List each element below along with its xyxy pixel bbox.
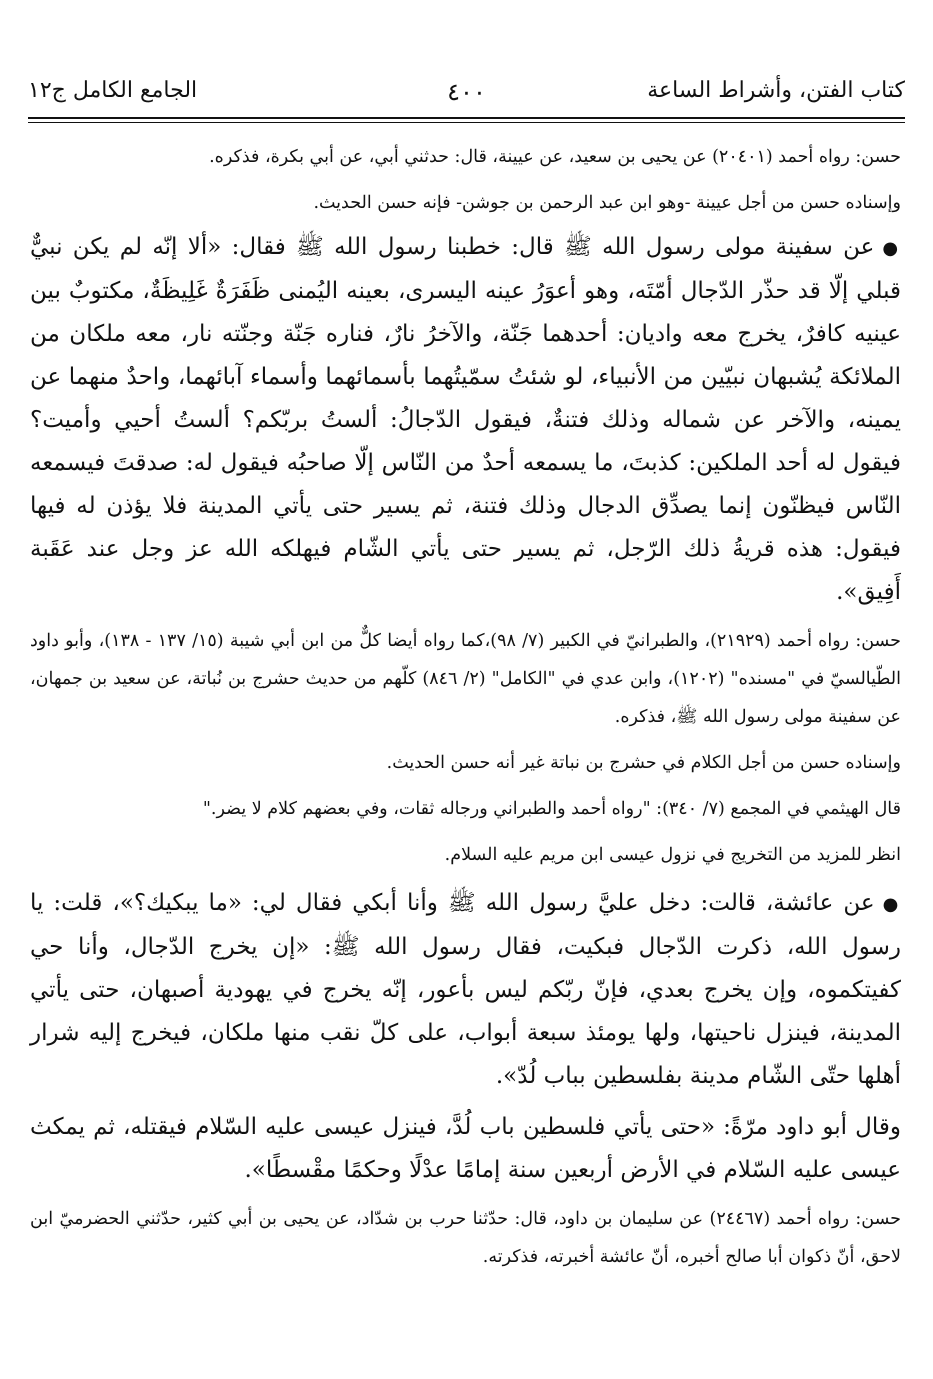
footnote-2: وإسناده حسن من أجل عيينة -وهو ابن عبد الرحمن بن جوشن- فإنه حسن الحديث. bbox=[313, 193, 901, 213]
header-rule-thick bbox=[28, 117, 905, 119]
footnote-4: وإسناده حسن من أجل الكلام في حشرج بن نباتة غير أنه حسن الحديث. bbox=[386, 753, 901, 773]
hadith-1: ●عن سفينة مولى رسول الله ﷺ قال: خطبنا رسول الله ﷺ فقال: «ألا إنّه لم يكن نبيٌّ قبلي إلّا قد حذّر الدّجال أمّتَه، وهو أعوَرُ عينه اليسرى، بعينه اليُمنى ظَفَرَةٌ غَلِيظَةٌ، مكتوبٌ بين عينيه كافرٌ، يخرج معه واديان: أحدهما جَنّة، والآخرُ نارٌ، فناره جَنّة وجنّته نار، معه ملكان من الملائكة يُشبهان نبيّين من الأنبياء، لو شئتُ سمّيتُهما بأسمائهما وأسماء آبائهما، واحدٌ منهما عن يمينه، والآخر عن شماله وذلك فتنةٌ، فيقول الدّجالُ: ألستُ بربّكم؟ ألستُ أحيي وأميت؟ فيقول له أحد الملكين: كذبتَ، ما يسمعه أحدٌ من النّاس إلّا صاحبُه فيقول له: صدقتَ فيسمعه النّاس فيظنّون إنما يصدِّق الدجال وذلك فتنة، ثم يسير حتى يأتي المدينة فلا يؤذن له فيها فيقول: هذه قريةُ ذلك الرّجل، ثم يسير حتى يأتي الشّام فيهلكه الله عز وجل عند عَقَبة أَفِيق». bbox=[30, 234, 902, 605]
footnote-3: حسن: رواه أحمد (٢١٩٢٩)، والطبرانيّ في الكبير (٧/ ٩٨)،كما رواه أيضا كلٌّ من ابن أبي شيبة (١٥/ ١٣٧ - ١٣٨)، وأبو داود الطّيالسيّ في "مسنده" (١٢٠٢)، وابن عدي في "الكامل" (٢/ ٨٤٦) كلّهم من حديث حشرج بن نُباتة، عن سعيد بن جمهان، عن سفينة مولى رسول الله ﷺ، فذكره. bbox=[30, 631, 901, 727]
header-book-title: كتاب الفتن، وأشراط الساعة bbox=[647, 78, 905, 103]
page-number: ٤٠٠ bbox=[447, 78, 486, 106]
header-rule-thin bbox=[28, 122, 905, 123]
footnote-6: انظر للمزيد من التخريج في نزول عيسى ابن مريم عليه السلام. bbox=[444, 845, 901, 865]
running-header bbox=[28, 72, 905, 112]
footnote-5: قال الهيثمي في المجمع (٧/ ٣٤٠): "رواه أحمد والطبراني ورجاله ثقات، وفي بعضهم كلام لا يضر." bbox=[202, 799, 901, 819]
footnote-1: حسن: رواه أحمد (٢٠٤٠١) عن يحيى بن سعيد، عن عيينة، قال: حدثني أبي، عن أبي بكرة، فذكره. bbox=[209, 147, 901, 167]
hadith-2: ●عن عائشة، قالت: دخل عليَّ رسول الله ﷺ وأنا أبكي فقال لي: «ما يبكيك؟»، قلت: يا رسول الله، ذكرت الدّجال فبكيت، فقال رسول الله ﷺ: «إن يخرج الدّجال، وأنا حي كفيتكموه، وإن يخرج بعدي، فإنّ ربّكم ليس بأعور، إنّه يخرج في يهودية أصبهان، حتى يأتي المدينة، فينزل ناحيتها، ولها يومئذ سبعة أبواب، على كلّ نقب منها ملكان، فيخرج إليه شرار أهلها حتّى الشّام مدينة بفلسطين بباب لُدّ». bbox=[30, 890, 901, 1089]
bullet-icon: ● bbox=[882, 238, 902, 259]
header-volume-title: الجامع الكامل ج١٢ bbox=[28, 78, 198, 103]
page-body bbox=[30, 138, 901, 1284]
footnote-7: حسن: رواه أحمد (٢٤٤٦٧) عن سليمان بن داود، قال: حدّثنا حرب بن شدّاد، عن يحيى بن أبي كثير، حدّثني الحضرميّ ابن لاحق، أنّ ذكوان أبا صالح أخبره، أنّ عائشة أخبرته، فذكرته. bbox=[30, 1209, 902, 1267]
hadith-2-variant: وقال أبو داود مرّةً: «حتى يأتي فلسطين باب لُدَّ، فينزل عيسى عليه السّلام فيقتله، ثم يمكث عيسى عليه السّلام في الأرض أربعين سنة إمامًا عدْلًا وحكمًا مقْسطًا». bbox=[30, 1114, 901, 1183]
bullet-icon: ● bbox=[882, 894, 901, 915]
